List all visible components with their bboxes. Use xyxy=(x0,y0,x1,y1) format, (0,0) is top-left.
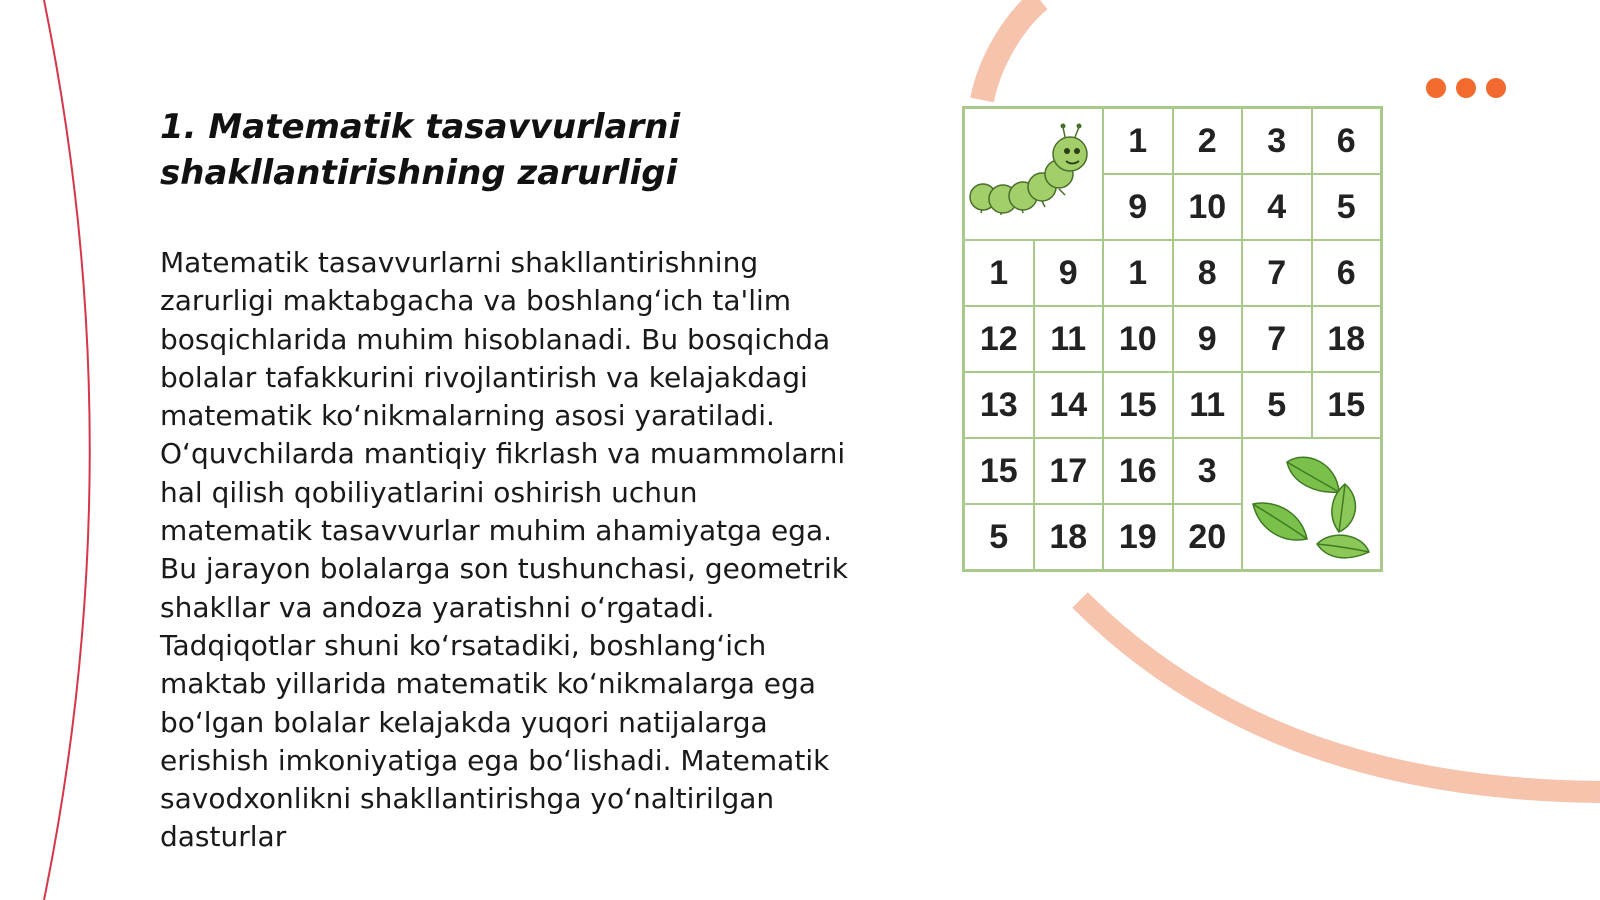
grid-cell: 9 xyxy=(1173,306,1243,372)
grid-cell: 3 xyxy=(1173,438,1243,504)
grid-cell: 15 xyxy=(964,438,1034,504)
grid-cell: 10 xyxy=(1103,306,1173,372)
grid-cell: 18 xyxy=(1312,306,1382,372)
grid-cell: 13 xyxy=(964,372,1034,438)
grid-cell: 7 xyxy=(1242,306,1312,372)
slide-heading: 1. Matematik tasavvurlarni shakllantirishning zarurligi xyxy=(160,107,681,193)
grid-cell: 9 xyxy=(1034,240,1104,306)
grid-cell: 15 xyxy=(1312,372,1382,438)
grid-cell: 15 xyxy=(1103,372,1173,438)
peach-arc-top xyxy=(982,0,1040,100)
grid-cell: 2 xyxy=(1173,108,1243,174)
menu-dots xyxy=(1426,78,1506,98)
grid-cell: 1 xyxy=(964,240,1034,306)
grid-cell: 4 xyxy=(1242,174,1312,240)
grid-cell: 11 xyxy=(1173,372,1243,438)
body-paragraph: Matematik tasavvurlarni shakllantirishning zarurligi maktabgacha va boshlangʻich ta'lim bosqichlarida muhim hisoblanadi. Bu bosqichda bolalar tafakkurini rivojlantirish va kelajakdagi matematik koʻnikmalarning asosi yaratiladi. Oʻquvchilarda mantiqiy fikrlash va muammolarni hal qilish qobiliyatlarini oshirish uchun matematik tasavvurlar muhim ahamiyatga ega. Bu jarayon bolalarga son tushunchasi, geometrik shakllar va andoza yaratishni oʻrgatadi. Tadqiqotlar shuni koʻrsatadiki, boshlangʻich maktab yillarida matematik koʻnikmalarga ega boʻlgan bolalar kelajakda yuqori natijalarga erishish imkoniyatiga ega boʻlishadi. Matematik savodxonlikni shakllantirishga yoʻnaltirilgan dasturlar xyxy=(160,246,848,854)
grid-cell: 9 xyxy=(1103,174,1173,240)
red-curve-line xyxy=(44,0,90,900)
peach-arc-bottom xyxy=(1080,600,1600,792)
leaves-cell xyxy=(1242,438,1381,570)
grid-cell: 18 xyxy=(1034,504,1104,570)
grid-cell: 3 xyxy=(1242,108,1312,174)
grid-cell: 16 xyxy=(1103,438,1173,504)
grid-cell: 5 xyxy=(964,504,1034,570)
grid-cell: 10 xyxy=(1173,174,1243,240)
caterpillar-cell xyxy=(964,108,1103,240)
caterpillar-icon xyxy=(969,119,1099,229)
leaves-icon xyxy=(1247,444,1377,564)
grid-cell: 12 xyxy=(964,306,1034,372)
grid-cell: 5 xyxy=(1242,372,1312,438)
grid-cell: 6 xyxy=(1312,108,1382,174)
dot-2 xyxy=(1456,78,1476,98)
grid-cell: 8 xyxy=(1173,240,1243,306)
grid-cell: 1 xyxy=(1103,240,1173,306)
grid-cell: 19 xyxy=(1103,504,1173,570)
grid-cell: 5 xyxy=(1312,174,1382,240)
grid-cell: 20 xyxy=(1173,504,1243,570)
dot-1 xyxy=(1426,78,1446,98)
grid-cell: 11 xyxy=(1034,306,1104,372)
grid-cell: 14 xyxy=(1034,372,1104,438)
grid-cell: 7 xyxy=(1242,240,1312,306)
grid-cell: 1 xyxy=(1103,108,1173,174)
grid-cell: 6 xyxy=(1312,240,1382,306)
dot-3 xyxy=(1486,78,1506,98)
number-puzzle-grid xyxy=(962,106,1383,572)
grid-cell: 17 xyxy=(1034,438,1104,504)
